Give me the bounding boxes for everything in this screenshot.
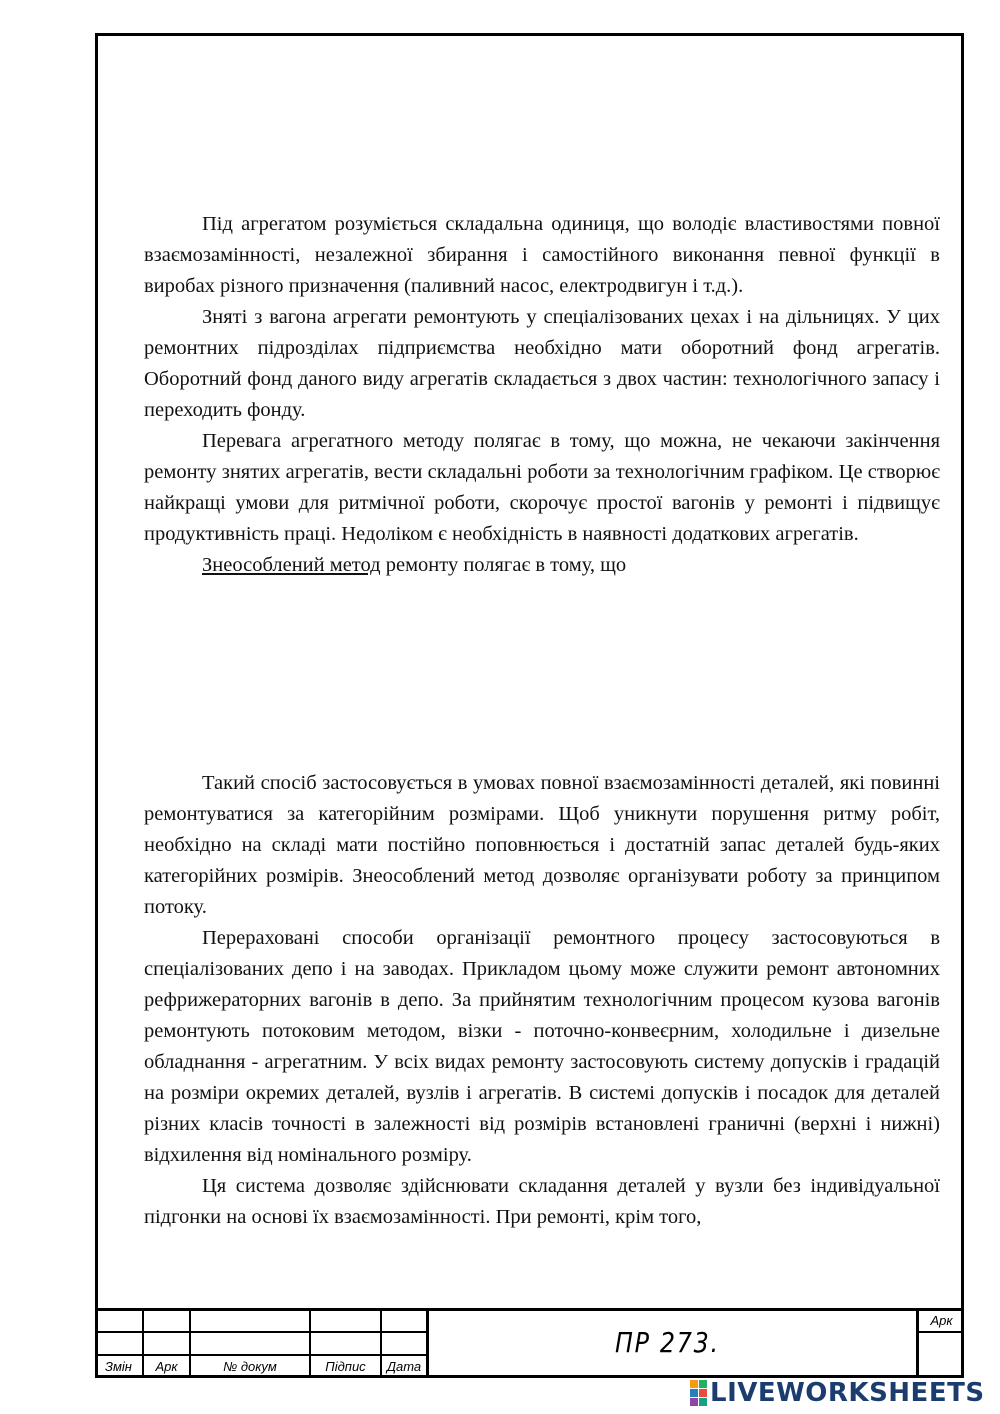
method-underlined: Знеособлений метод	[202, 554, 381, 576]
logo-mark-icon	[690, 1380, 707, 1406]
liveworksheets-logo	[690, 1378, 985, 1408]
col-pidpys-label: Підпис	[325, 1359, 366, 1374]
paragraph: Перевага агрегатного методу полягає в тому, що можна, не чекаючи закінчення ремонту знятих агрегатів, вести складальні роботи за технологічним графіком. Це створює найкращі умови для ритмічної роботи, скорочує простої вагонів у ремонті і підвищує продуктивність праці. Недоліком є необхідність в наявності додаткових агрегатів.	[144, 430, 940, 545]
paragraph: Перераховані способи організації ремонтного процесу застосовуються в спеціалізованих депо і на заводах. Прикладом цьому може служити ремонт автономних рефрижераторних вагонів в депо. За прийнятим технологічним процесом кузова вагонів ремонтують потоковим методом, візки - поточно-конвеєрним, холодильне і дизельне обладнання - агрегатним. У всіх видах ремонту застосовують систему допусків і градацій на розміри окремих деталей, вузлів і агрегатів. В системі допусків і посадок для деталей різних класів точності в залежності від розмірів встановлені граничні (верхні і нижні) відхилення від номінального розміру.	[144, 927, 940, 1166]
paragraph: Такий спосіб застосовується в умовах повної взаємозамінності деталей, які повинні ремонтуватися за категорійним розмірами. Щоб уникнути порушення ритму робіт, необхідно на складі мати постійно поповнюється і достатній запас деталей будь-яких категорійних розмірів. Знеособлений метод дозволяє організувати роботу за принципом потоку.	[144, 772, 940, 918]
col-dokum-label: № докум	[223, 1359, 277, 1374]
text-block-lower	[144, 768, 940, 1233]
col-data-label: Дата	[386, 1359, 422, 1374]
col-zmin-label: Змін	[105, 1359, 132, 1374]
ark-label: Арк	[930, 1313, 953, 1328]
paragraph: Зняті з вагона агрегати ремонтують у спеціалізованих цехах і на дільницях. У цих ремонтних підрозділах підприємства необхідно мати оборотний фонд агрегатів. Оборотний фонд даного виду агрегатів складається з двох частин: технологічного запасу і переходить фонду.	[144, 306, 940, 421]
col-ark-label: Арк	[155, 1359, 178, 1374]
title-block	[95, 1308, 964, 1378]
paragraph-method	[144, 550, 940, 581]
method-rest: ремонту полягає в тому, що	[380, 554, 627, 576]
paragraph: Ця система дозволяє здійснювати складання деталей у вузли без індивідуальної підгонки на основі їх взаємозамінності. При ремонті, крім того,	[144, 1175, 940, 1228]
text-block-upper	[144, 209, 940, 581]
paragraph: Під агрегатом розуміється складальна одиниця, що володіє властивостями повної взаємозамінності, незалежної збирання і самостійного виконання певної функції в виробах різного призначення (паливний насос, електродвигун і т.д.).	[144, 213, 940, 297]
logo-text: LIVEWORKSHEETS	[710, 1378, 985, 1408]
document-number: ПР 273.	[615, 1326, 720, 1359]
